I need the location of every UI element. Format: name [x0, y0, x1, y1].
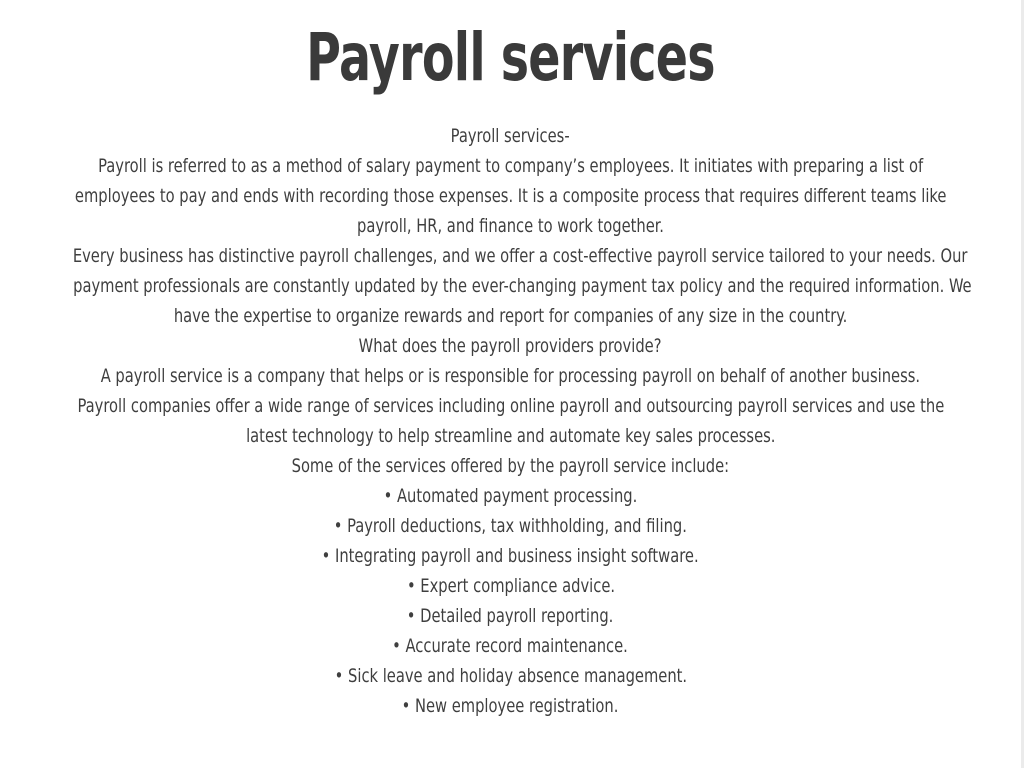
text-line: • New employee registration.: [402, 695, 619, 717]
list-item: [0, 601, 1021, 631]
paragraph-line: [0, 391, 1021, 421]
paragraph-line: [0, 151, 1021, 181]
text-line: have the expertise to organize rewards and report for companies of any size in the country.: [173, 305, 848, 327]
text-line: • Accurate record maintenance.: [392, 635, 629, 657]
text-line: payroll, HR, and finance to work together.: [357, 215, 664, 237]
text-line: payment professionals are constantly updated by the ever-changing payment tax policy and the required information. We: [73, 275, 972, 297]
list-item: [0, 571, 1021, 601]
text-line: A payroll service is a company that helps or is responsible for processing payroll on behalf of another business.: [100, 365, 921, 387]
body-text: [0, 121, 1021, 721]
paragraph-line: [0, 301, 1021, 331]
list-item: [0, 481, 1021, 511]
paragraph-line: [0, 241, 1021, 271]
text-line: • Integrating payroll and business insight software.: [322, 545, 699, 567]
subheading: [0, 121, 1021, 151]
paragraph-line: [0, 421, 1021, 451]
list-item: [0, 631, 1021, 661]
paragraph-line: [0, 211, 1021, 241]
text-line: Payroll is referred to as a method of salary payment to company’s employees. It initiates with preparing a list of: [98, 155, 923, 177]
text-line: • Payroll deductions, tax withholding, and filing.: [333, 515, 688, 537]
list-intro: [0, 451, 1021, 481]
text-line: employees to pay and ends with recording those expenses. It is a composite process that requires different teams like: [74, 185, 947, 207]
text-line: Some of the services offered by the payroll service include:: [291, 455, 730, 477]
text-line: • Sick leave and holiday absence management.: [334, 665, 687, 687]
list-item: [0, 691, 1021, 721]
text-line: What does the payroll providers provide?: [359, 335, 662, 357]
text-line: • Detailed payroll reporting.: [407, 605, 614, 627]
paragraph-line: [0, 361, 1021, 391]
list-item: [0, 541, 1021, 571]
list-item: [0, 511, 1021, 541]
text-line: Payroll services-: [451, 125, 570, 147]
question-heading: [0, 331, 1021, 361]
paragraph-line: [0, 181, 1021, 211]
text-line: latest technology to help streamline and automate key sales processes.: [245, 425, 776, 447]
paragraph-line: [0, 271, 1021, 301]
text-line: Payroll companies offer a wide range of services including online payroll and outsourcing payroll services and use the: [77, 395, 944, 417]
list-item: [0, 661, 1021, 691]
text-line: Every business has distinctive payroll challenges, and we offer a cost-effective payroll service tailored to your needs. Our: [72, 245, 968, 267]
text-line: • Automated payment processing.: [383, 485, 638, 507]
text-line: • Expert compliance advice.: [406, 575, 615, 597]
page-title: Payroll services: [306, 19, 715, 96]
